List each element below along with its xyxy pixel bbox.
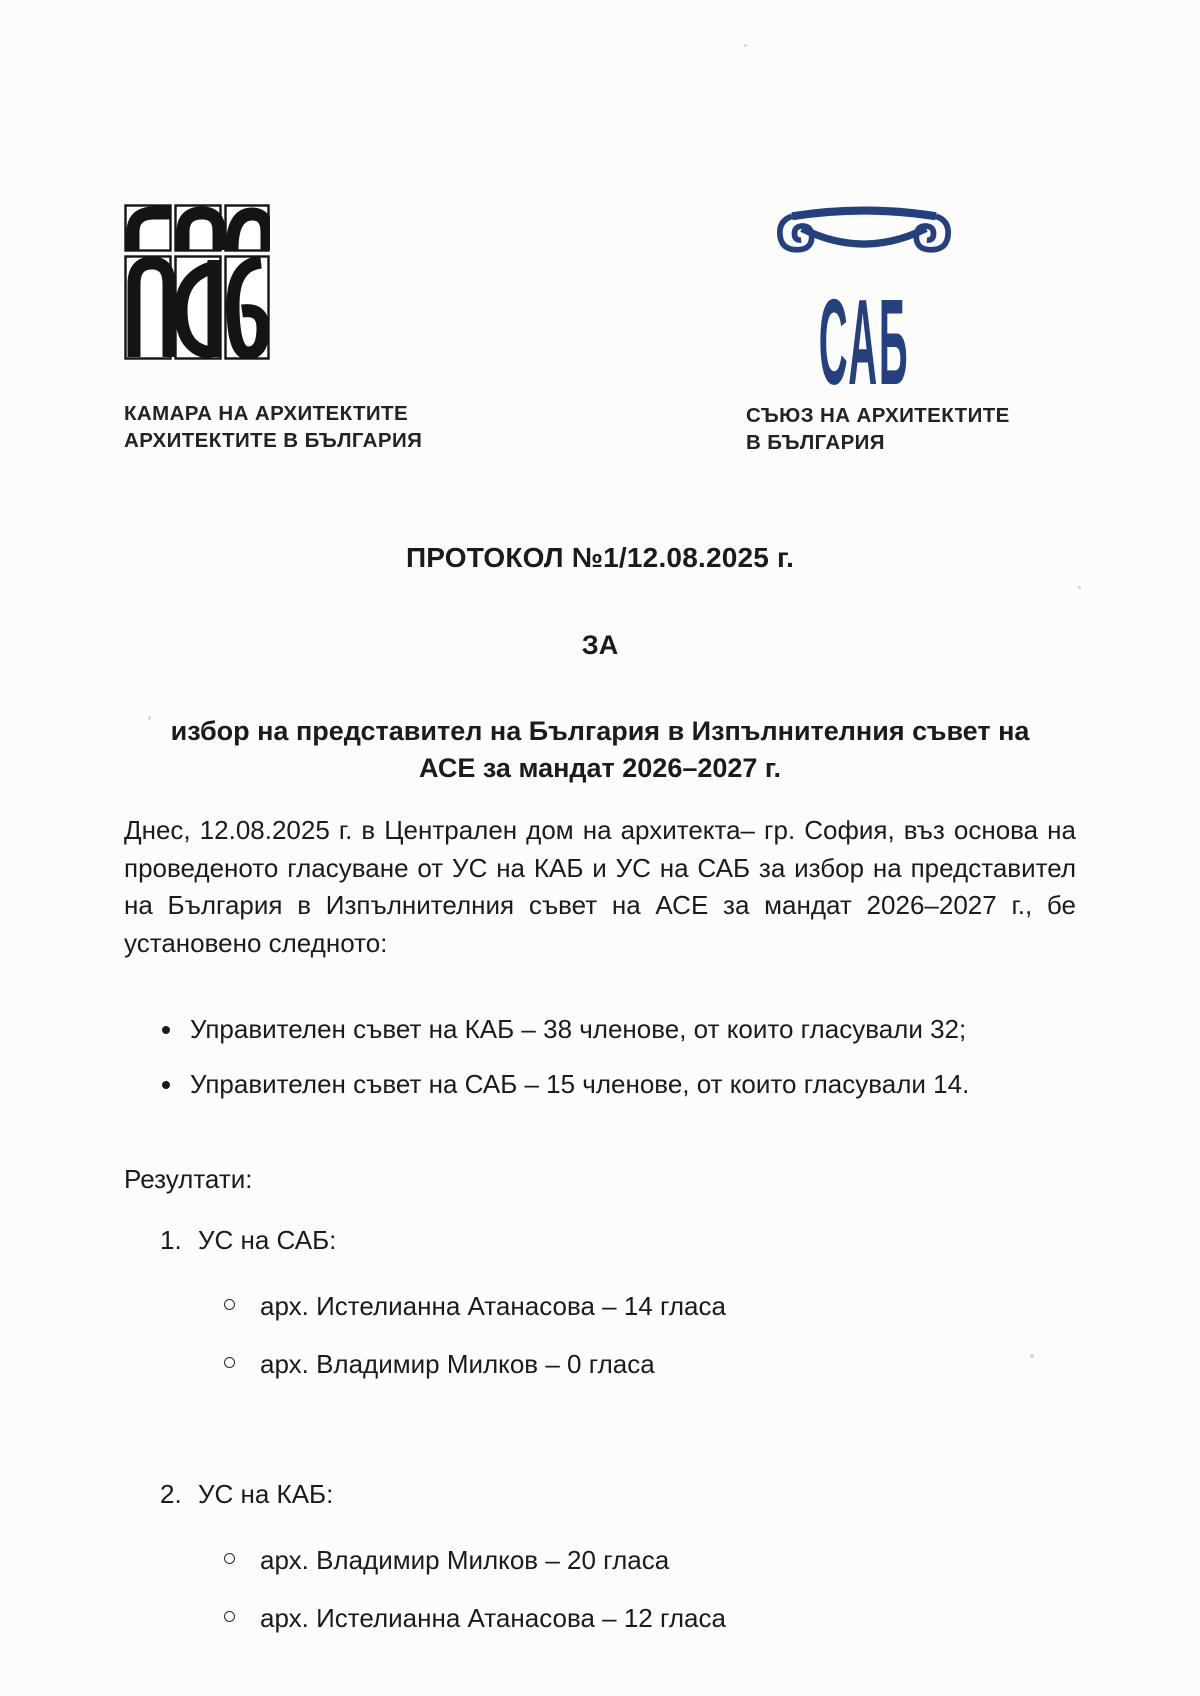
result-vote-item bbox=[124, 1542, 1076, 1580]
kab-logo-icon bbox=[124, 204, 270, 360]
sab-logo-text: САБ bbox=[818, 275, 910, 400]
result-votes-list bbox=[124, 1542, 1076, 1637]
result-vote-item bbox=[124, 1288, 1076, 1326]
result-vote-text: арх. Владимир Милков – 0 гласа bbox=[260, 1348, 655, 1379]
kab-caption bbox=[124, 400, 564, 454]
result-vote-text: арх. Владимир Милков – 20 гласа bbox=[260, 1545, 670, 1576]
result-vote-item bbox=[124, 1600, 1076, 1638]
protocol-title: ПРОТОКОЛ №1/12.08.2025 г. bbox=[405, 542, 795, 574]
bullet-circle-icon bbox=[224, 1299, 235, 1310]
sab-caption-line2: В БЪЛГАРИЯ bbox=[746, 431, 885, 455]
letterhead bbox=[0, 204, 1200, 456]
sab-caption-line1: СЪЮЗ НА АРХИТЕКТИТЕ bbox=[746, 404, 1010, 427]
result-group-number: 1. bbox=[160, 1225, 182, 1256]
result-group-title: УС на САБ: bbox=[198, 1225, 337, 1256]
intro-paragraph: Днес, 12.08.2025 г. в Централен дом на архитекта– гр. София, въз основа на проведеното гласуване от УС на КАБ и УС на САБ за избор на представител на България в Изпълнителния съвет на АСЕ за мандат 2026–2027 г., бе установено следното: bbox=[124, 814, 1076, 959]
kab-caption-line1: КАМАРА НА АРХИТЕКТИТЕ bbox=[124, 402, 409, 425]
result-votes-list bbox=[124, 1288, 1076, 1383]
result-group-sab bbox=[124, 1225, 1076, 1383]
result-group-title: УС на КАБ: bbox=[198, 1479, 334, 1510]
kab-org-block bbox=[124, 204, 564, 454]
protocol-body bbox=[0, 542, 1200, 1638]
bullet-circle-icon bbox=[224, 1357, 235, 1368]
result-group-heading bbox=[124, 1225, 1076, 1256]
sab-logo-icon bbox=[774, 204, 954, 400]
result-group-kab bbox=[124, 1479, 1076, 1637]
kab-caption-line2: АРХИТЕКТИТЕ В БЪЛГАРИЯ bbox=[124, 429, 423, 453]
result-vote-item bbox=[124, 1346, 1076, 1384]
bullet-circle-icon bbox=[224, 1553, 235, 1564]
bullet-circle-icon bbox=[224, 1611, 235, 1622]
vote-summary-item bbox=[124, 1066, 1076, 1104]
bullet-dot-icon bbox=[162, 1081, 170, 1089]
vote-summary-list bbox=[124, 1011, 1076, 1104]
scan-speckle bbox=[148, 716, 151, 720]
bullet-dot-icon bbox=[162, 1026, 170, 1034]
scan-speckle bbox=[744, 44, 747, 47]
scan-speckle bbox=[1078, 586, 1081, 589]
result-group-number: 2. bbox=[160, 1479, 182, 1510]
vote-summary-text: Управителен съвет на КАБ – 38 членове, от които гласували 32; bbox=[190, 1013, 967, 1044]
sab-caption bbox=[746, 402, 1076, 456]
results-label: Резултати: bbox=[124, 1164, 253, 1195]
vote-summary-item bbox=[124, 1011, 1076, 1049]
protocol-preposition: ЗА bbox=[581, 630, 619, 661]
protocol-subject: избор на представител на България в Изпълнителния съвет на АСЕ за мандат 2026–2027 г. bbox=[170, 716, 1030, 783]
result-vote-text: арх. Истелианна Атанасова – 12 гласа bbox=[260, 1603, 726, 1634]
result-group-heading bbox=[124, 1479, 1076, 1510]
vote-summary-text: Управителен съвет на САБ – 15 членове, от които гласували 14. bbox=[190, 1069, 970, 1100]
result-vote-text: арх. Истелианна Атанасова – 14 гласа bbox=[260, 1291, 726, 1322]
sab-org-block bbox=[746, 204, 1076, 456]
